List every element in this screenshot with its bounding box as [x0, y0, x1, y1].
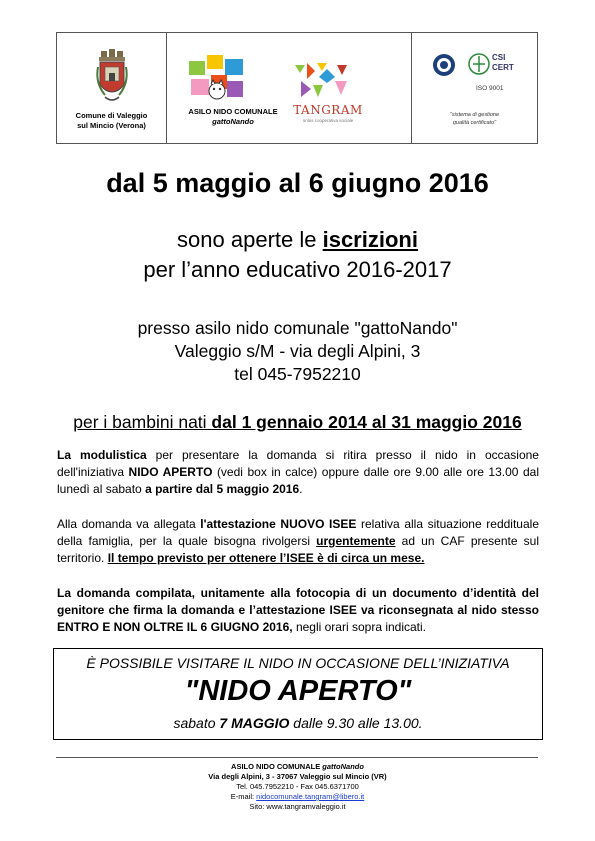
- email-link[interactable]: nidocomunale.tangram@libero.it: [256, 792, 365, 801]
- tangram-logo-icon: [291, 61, 355, 101]
- certification-cell: [411, 33, 537, 143]
- school-year-line: per l’anno educativo 2016-2017: [143, 257, 452, 282]
- tangram-cell: [279, 33, 363, 143]
- iso-label: ISO 9001: [476, 85, 504, 92]
- open-house-intro: È POSSIBILE VISITARE IL NIDO IN OCCASIONE DELL’INIZIATIVA: [86, 655, 510, 671]
- certification-seal-icon: [432, 53, 456, 77]
- asilo-nido-logo-icon: [187, 53, 245, 105]
- footer-phone: Tel. 045.7952210 - Fax 045.6371700: [236, 782, 359, 791]
- address-line-2: Valeggio s/M - via degli Alpini, 3: [174, 341, 421, 361]
- csi-cert-logo-icon: [468, 53, 490, 75]
- open-house-box: [53, 648, 543, 740]
- comune-name: Comune di Valeggio sul Mincio (Verona): [75, 111, 148, 130]
- footer-name: ASILO NIDO COMUNALE gattoNando: [231, 762, 364, 771]
- footer-email: E-mail: nidocomunale.tangram@libero.it: [230, 792, 365, 801]
- coat-of-arms-icon: [95, 47, 129, 105]
- asilo-name: ASILO NIDO COMUNALE gattoNando: [188, 107, 278, 126]
- open-house-title: "NIDO APERTO": [184, 675, 412, 707]
- quality-system-note: "sistema di gestione qualità certificato": [449, 112, 500, 126]
- asilo-cell: [167, 33, 279, 143]
- paragraph-isee: Alla domanda va allegata l'attestazione NUOVO ISEE relativa alla situazione reddituale della famiglia, per la quale bisogna rivolgersi urgentemente ad un CAF presente sul territorio. Il tempo previsto per ottenere l’ISEE è di circa un mese.: [57, 517, 540, 565]
- csi-cert-label: CSI CERT: [492, 53, 514, 72]
- phone-line: tel 045-7952210: [234, 364, 361, 384]
- enrollment-line: sono aperte le iscrizioni: [177, 227, 418, 252]
- header-logos-box: [56, 32, 538, 144]
- birth-range-line: per i bambini nati dal 1 gennaio 2014 al 31 maggio 2016: [73, 412, 522, 432]
- address-line-1: presso asilo nido comunale "gattoNando": [137, 318, 458, 338]
- tangram-name: TANGRAM: [293, 103, 363, 117]
- open-house-date: sabato 7 MAGGIO dalle 9.30 alle 13.00.: [173, 715, 423, 731]
- comune-cell: [57, 33, 167, 143]
- footer-divider: [56, 757, 538, 758]
- page-title: dal 5 maggio al 6 giugno 2016: [106, 168, 489, 198]
- footer-address: Via degli Alpini, 3 - 37067 Valeggio sul Mincio (VR): [208, 772, 387, 781]
- footer: [0, 762, 595, 812]
- footer-website[interactable]: Sito: www.tangramvaleggio.it: [249, 802, 346, 811]
- paragraph-submission: La domanda compilata, unitamente alla fotocopia di un documento d’identità del genitore che firma la domanda e l’attestazione ISEE va riconsegnata al nido stesso ENTRO E NON OLTRE IL 6 GIUGNO 2016, negli orari sopra indicati.: [57, 586, 539, 634]
- paragraph-forms: La modulistica per presentare la domanda si ritira presso il nido in occasione dell'iniziativa NIDO APERTO (vedi box in calce) oppure dalle ore 9.00 alle ore 13.00 dal lunedì al sabato a partire dal 5 maggio 2016.: [57, 448, 539, 496]
- tangram-subtitle: onlus cooperativa sociale: [302, 118, 354, 123]
